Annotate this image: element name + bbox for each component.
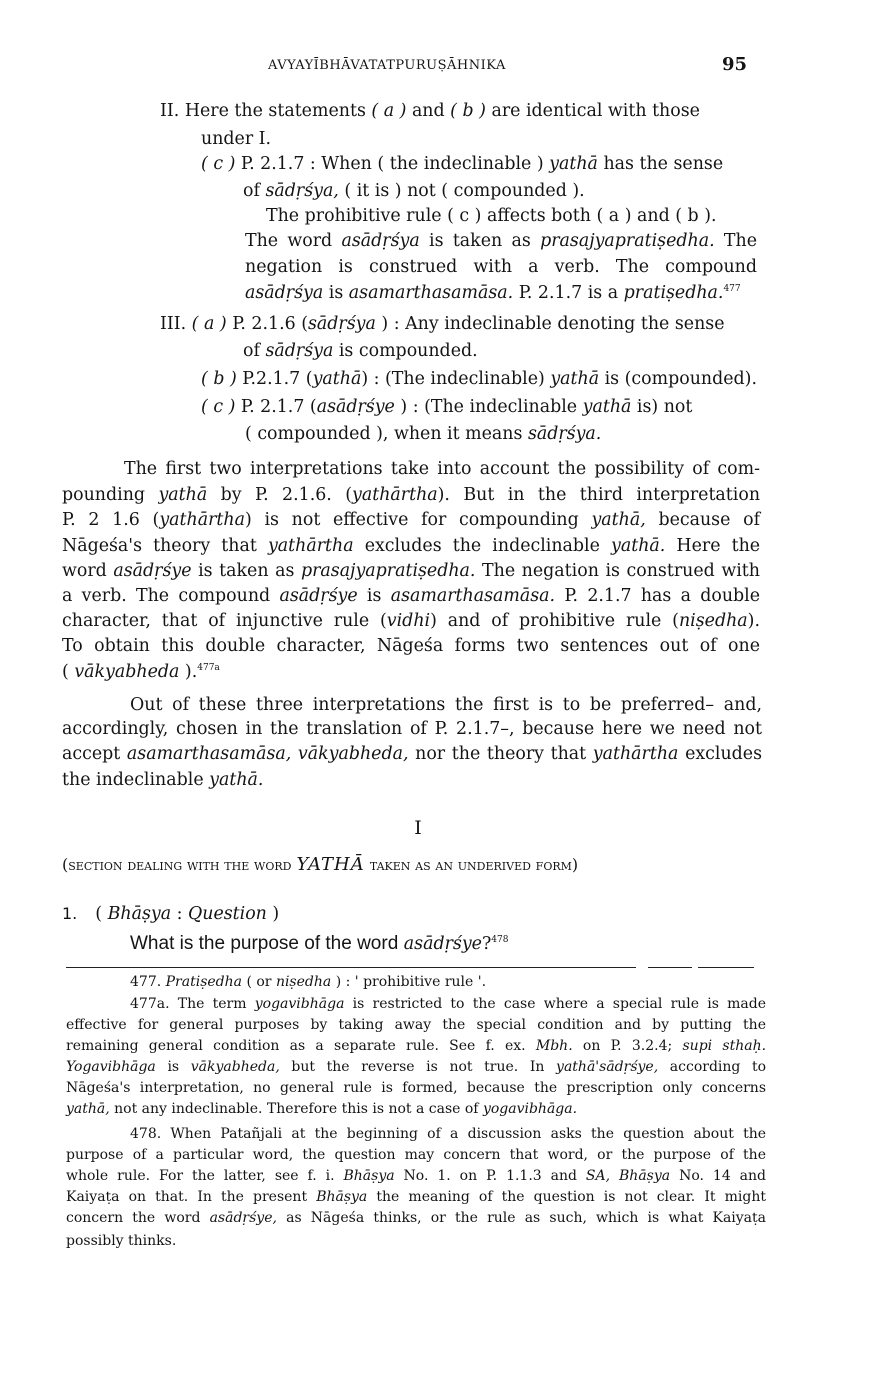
II-c-line-4: The word asādṛśya is taken as prasajyapratiṣedha. The [245,231,757,251]
para1-line-4: Nāgeśa's theory that yathārtha excludes the indeclinable yathā. Here the [62,536,761,556]
II-c-line-2: of sādṛśya, ( it is ) not ( compounded ). [243,181,585,201]
III-b-line: ( b ) P.2.1.7 (yathā) : (The indeclinable) yathā is (compounded). [201,369,757,389]
page-number: 95 [722,54,748,75]
footnote-478-line-3: whole rule. For the latter, see f. i. Bhāṣya No. 1. on P. 1.1.3 and SA, Bhāṣya No. 14 and [66,1168,766,1184]
para2-line-3: accept asamarthasamāsa, vākyabheda, nor the theory that yathārtha excludes [62,744,763,764]
para2-line-2: accordingly, chosen in the translation of P. 2.1.7–, because here we need not [62,719,762,739]
II-c-line-6: asādṛśya is asamarthasamāsa. P. 2.1.7 is a pratiṣedha.$^{477}$ [245,283,741,303]
footnote-477: 477. Pratiṣedha ( or niṣedha ) : ' prohibitive rule '. [130,974,487,990]
footnote-ref-477a: 477a [197,663,220,674]
para1-line-9: ( vākyabheda ).$^{477a}$ [62,662,220,682]
III-a-line-2: of sādṛśya is compounded. [243,341,478,361]
para1-line-7: character, that of injunctive rule (vidhi) and of prohibitive rule (niṣedha). [62,611,760,631]
II-c-line-3: The prohibitive rule ( c ) affects both ( a ) and ( b ). [266,206,717,226]
III-a-line-1: III. ( a ) P. 2.1.6 (sādṛśya ) : Any indeclinable denoting the sense [160,314,725,334]
footnote-478-line-5: concern the word asādṛśye, as Nāgeśa thinks, or the rule as such, which is what Kaiyaṭa [66,1210,766,1226]
footnote-477a-line-3: remaining general condition as a separate rule. See f. ex. Mbh. on P. 3.2.4; supi sthaḥ. [66,1038,767,1054]
para1-line-8: To obtain this double character, Nāgeśa forms two sentences out of one [62,636,760,656]
footnote-477a-line-6: yathā, not any indeclinable. Therefore this is not a case of yogavibhāga. [66,1101,578,1117]
II-c-line-1: ( c ) P. 2.1.7 : When ( the indeclinable ) yathā has the sense [201,154,724,174]
II-c-line-5: negation is construed with a verb. The compound [245,257,757,277]
para1-line-3: P. 2 1.6 (yathārtha) is not effective for compounding yathā, because of [62,510,761,530]
para1-line-2: pounding yathā by P. 2.1.6. (yathārtha). But in the third interpretation [62,485,761,505]
footnote-ref-477: 477 [723,284,741,295]
bhasya-question-text: What is the purpose of the word asādṛśye?$^{478}$ [130,933,509,954]
footnote-477a-line-5: Nāgeśa's interpretation, no general rule is formed, because the prescription only concerns [66,1080,766,1096]
III-c-line-2: ( compounded ), when it means sādṛśya. [245,424,602,444]
footnote-ref-478: 478 [491,935,509,946]
para1-line-1: The first two interpretations take into account the possibility of com- [124,459,760,479]
section-heading: (section dealing with the word YATHĀ taken as an underived form) [62,854,579,875]
footnote-478-line-1: 478. When Patañjali at the beginning of a discussion asks the question about the [130,1126,767,1142]
section-II-line-2: under I. [201,129,272,149]
running-header [0,54,894,78]
footnote-477a-line-4: Yogavibhāga is vākyabheda, but the reverse is not true. In yathā'sādṛśye, according to [66,1059,767,1075]
running-title: AVYAYĪBHĀVATATPURUṢĀHNIKA [268,58,506,73]
footnote-478-line-6: possibly thinks. [66,1233,177,1249]
footnote-rule-segment [648,967,692,968]
bhasya-question-label: 1. ( Bhāṣya : Question ) [62,904,280,924]
footnote-478-line-2: purpose of a particular word, the question may concern that word, or the purpose of the [66,1147,766,1163]
para1-line-5: word asādṛśye is taken as prasajyapratiṣedha. The negation is construed with [62,561,760,581]
para2-line-1: Out of these three interpretations the first is to be preferred– and, [130,695,762,715]
para1-line-6: a verb. The compound asādṛśye is asamarthasamāsa. P. 2.1.7 has a double [62,586,761,606]
para2-line-4: the indeclinable yathā. [62,770,264,790]
footnote-rule [66,967,636,968]
footnote-477a-line-2: effective for general purposes by taking away the special condition and by putting the [66,1017,766,1033]
footnote-477a-line-1: 477a. The term yogavibhāga is restricted to the case where a special rule is made [130,996,767,1012]
footnote-rule-segment [698,967,754,968]
footnote-478-line-4: Kaiyaṭa on that. In the present Bhāṣya the meaning of the question is not clear. It might [66,1189,766,1205]
III-c-line-1: ( c ) P. 2.1.7 (asādṛśye ) : (The indeclinable yathā is) not [201,397,693,417]
section-II-line-1: II. Here the statements ( a ) and ( b ) are identical with those [160,101,700,121]
section-numeral: I [414,817,422,839]
